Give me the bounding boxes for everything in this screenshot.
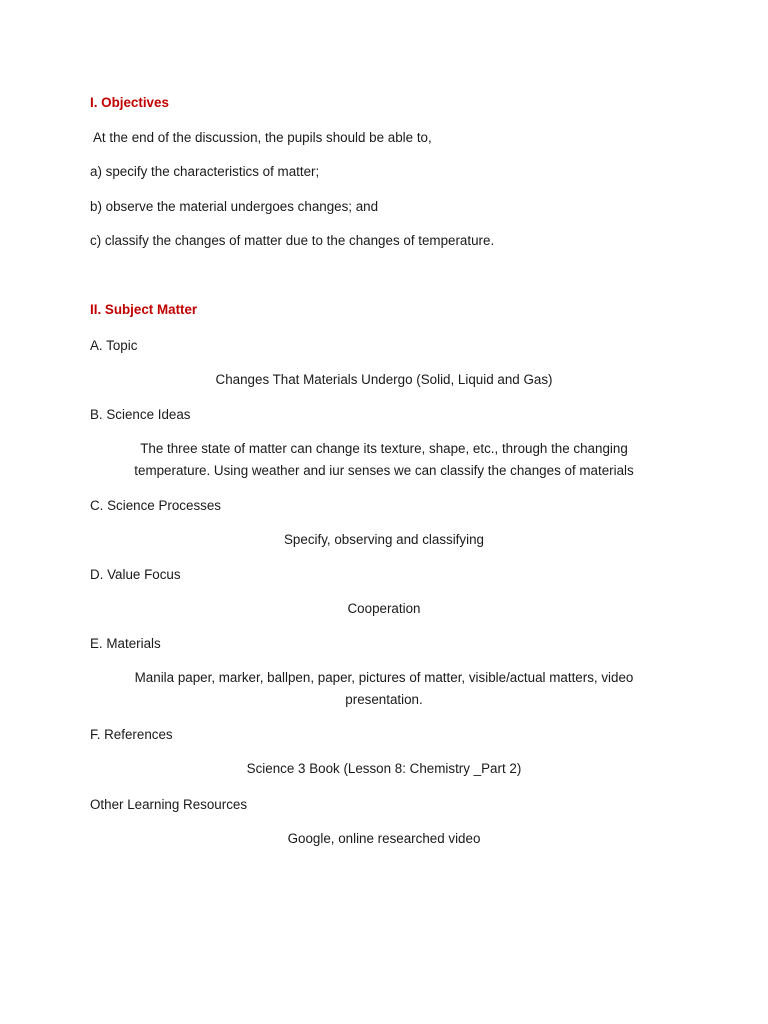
topic-content: Changes That Materials Undergo (Solid, Liquid and Gas) bbox=[215, 372, 553, 387]
value-focus-label: D. Value Focus bbox=[90, 567, 181, 582]
objectives-heading: I. Objectives bbox=[90, 95, 169, 110]
subject-matter-heading: II. Subject Matter bbox=[90, 302, 198, 317]
value-focus-content: Cooperation bbox=[347, 601, 421, 616]
objectives-intro: At the end of the discussion, the pupils should be able to, bbox=[93, 130, 432, 145]
science-ideas-content: The three state of matter can change its texture, shape, etc., through the changing temperature. Using weather and iur senses we can classify the changes of materials bbox=[134, 441, 634, 478]
references-label: F. References bbox=[90, 727, 173, 742]
references-content: Science 3 Book (Lesson 8: Chemistry _Part 2) bbox=[246, 761, 522, 776]
materials-label: E. Materials bbox=[90, 636, 161, 651]
other-resources-label: Other Learning Resources bbox=[90, 797, 248, 812]
topic-label: A. Topic bbox=[90, 338, 138, 353]
objective-item-c: c) classify the changes of matter due to the changes of temperature. bbox=[90, 233, 495, 248]
science-processes-content: Specify, observing and classifying bbox=[284, 532, 484, 547]
materials-content: Manila paper, marker, ballpen, paper, pictures of matter, visible/actual matters, video presentation. bbox=[134, 670, 634, 707]
objective-item-b: b) observe the material undergoes changes; and bbox=[90, 199, 379, 214]
objective-item-a: a) specify the characteristics of matter; bbox=[90, 164, 320, 179]
science-processes-label: C. Science Processes bbox=[90, 498, 221, 513]
other-resources-content: Google, online researched video bbox=[287, 831, 481, 846]
science-ideas-label: B. Science Ideas bbox=[90, 407, 191, 422]
